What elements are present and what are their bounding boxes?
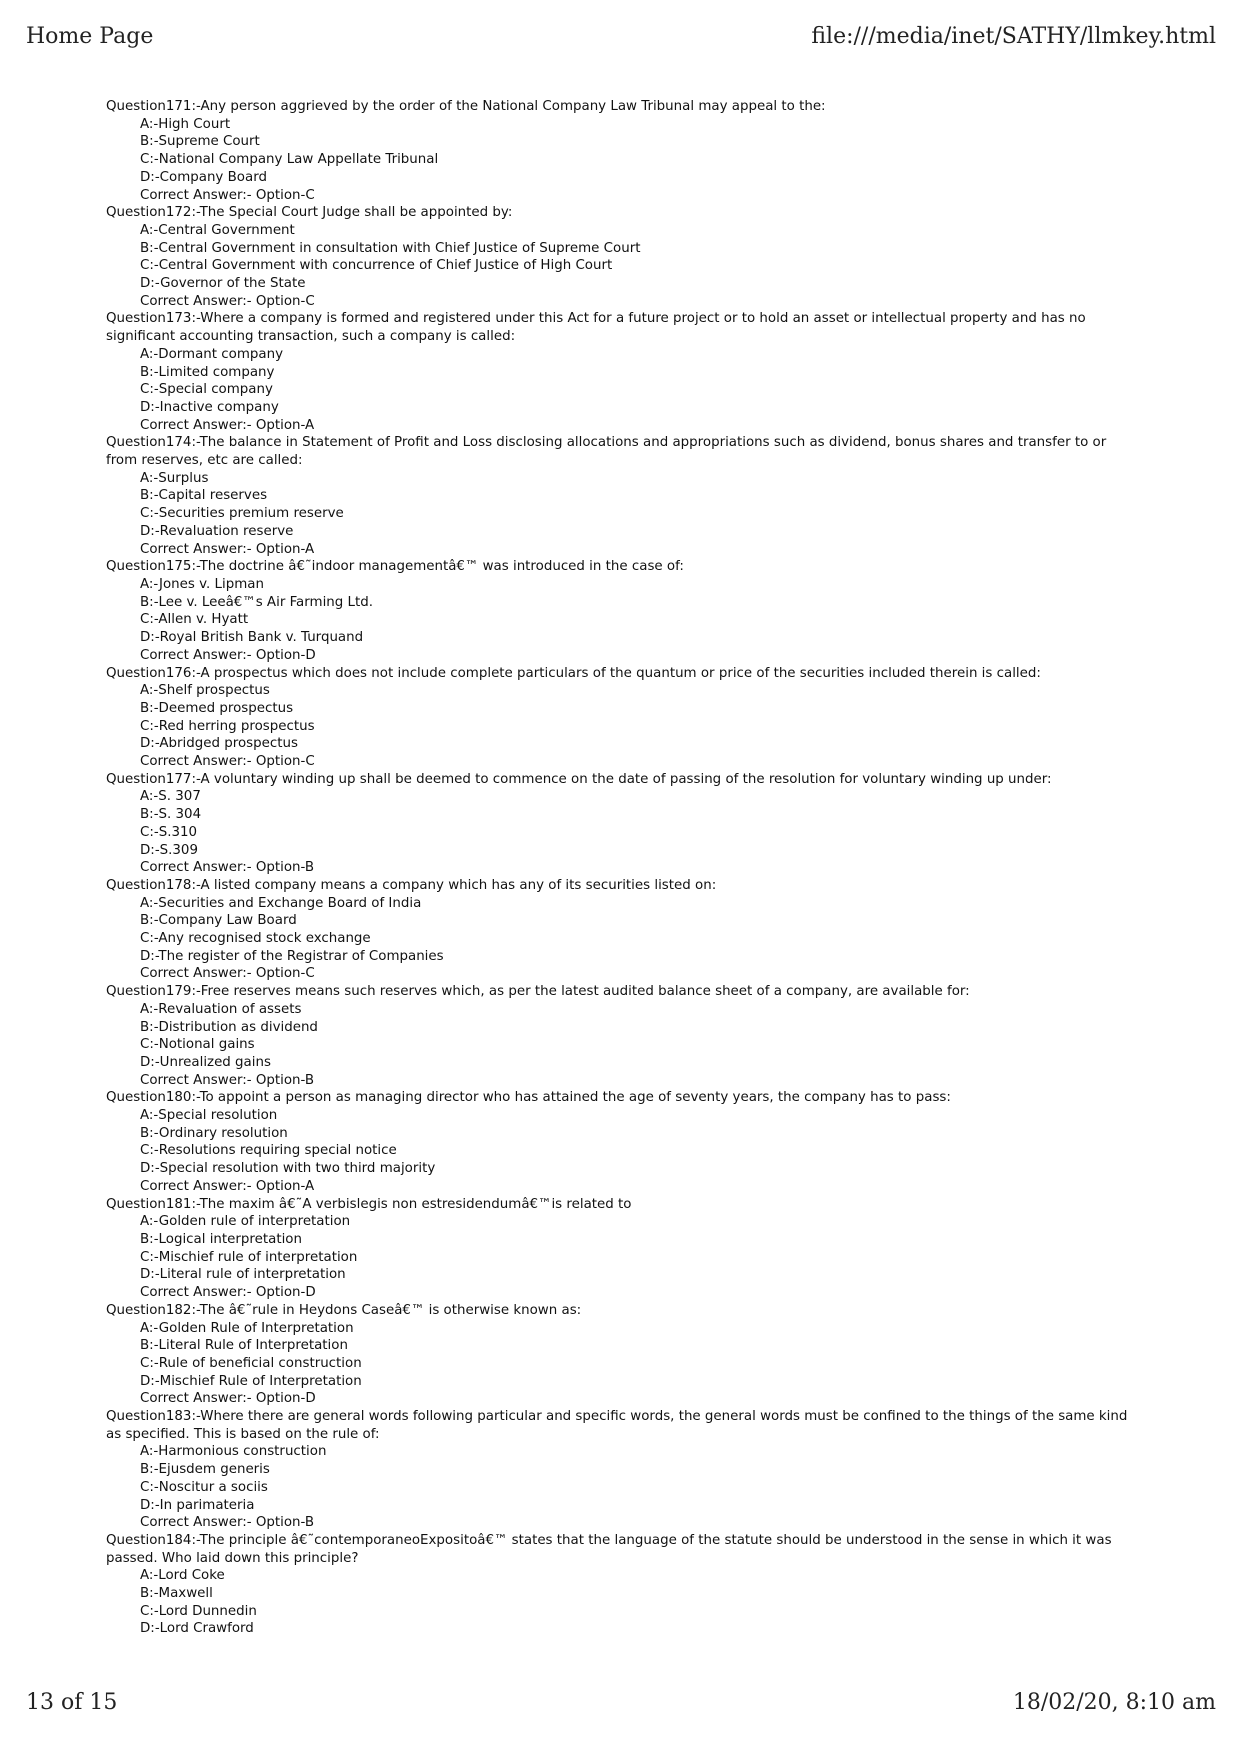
answer-option: B:-Ordinary resolution <box>140 1125 288 1141</box>
answer-option: D:-Inactive company <box>140 399 279 415</box>
answer-option: C:-Special company <box>140 382 273 398</box>
answer-option: A:-Surplus <box>140 470 209 486</box>
question-text: Question173:-Where a company is formed and registered under this Act for a future project or to hold an asset or intellectual property and has no significant accounting transaction, such a company is called: <box>106 311 1086 345</box>
page-url: file:///media/inet/SATHY/llmkey.html <box>811 24 1216 49</box>
question-block <box>106 771 1136 877</box>
answer-option: A:-Revaluation of assets <box>140 1001 302 1017</box>
answer-option: B:-Limited company <box>140 364 275 380</box>
answer-option: D:-Unrealized gains <box>140 1054 271 1070</box>
question-block <box>106 310 1136 434</box>
question-block <box>106 434 1136 558</box>
question-block <box>106 1302 1136 1408</box>
question-block <box>106 1089 1136 1195</box>
answer-option: D:-Revaluation reserve <box>140 523 294 539</box>
correct-answer: Correct Answer:- Option-C <box>140 966 315 982</box>
answer-option: C:-S.310 <box>140 824 198 840</box>
answer-option: A:-Special resolution <box>140 1108 278 1124</box>
question-text: Question179:-Free reserves means such reserves which, as per the latest audited balance sheet of a company, are available for: <box>106 984 970 1000</box>
answer-option: C:-Allen v. Hyatt <box>140 612 249 628</box>
question-block <box>106 558 1136 664</box>
page-title: Home Page <box>26 24 154 49</box>
answer-option: C:-Mischief rule of interpretation <box>140 1249 358 1265</box>
answer-option: B:-Deemed prospectus <box>140 700 294 716</box>
question-block <box>106 1532 1136 1638</box>
answer-option: C:-Red herring prospectus <box>140 718 315 734</box>
answer-option: D:-In parimateria <box>140 1497 255 1513</box>
answer-option: D:-Company Board <box>140 169 267 185</box>
answer-option: C:-Any recognised stock exchange <box>140 931 371 947</box>
answer-option: C:-Notional gains <box>140 1037 255 1053</box>
correct-answer: Correct Answer:- Option-A <box>140 541 315 557</box>
question-text: Question175:-The doctrine â€˜indoor managementâ€™ was introduced in the case of: <box>106 559 684 575</box>
question-text: Question174:-The balance in Statement of Profit and Loss disclosing allocations and appropriations such as dividend, bonus shares and transfer to or from reserves, etc are called: <box>106 435 1107 469</box>
question-text: Question177:-A voluntary winding up shall be deemed to commence on the date of passing of the resolution for voluntary winding up under: <box>106 771 1052 787</box>
question-text: Question184:-The principle â€˜contemporaneoExpositoâ€™ states that the language of the statute should be understood in the sense in which it was passed. Who laid down this principle? <box>106 1532 1112 1566</box>
correct-answer: Correct Answer:- Option-C <box>140 293 315 309</box>
question-text: Question183:-Where there are general words following particular and specific words, the general words must be confined to the things of the same kind as specified. This is based on the rule of: <box>106 1409 1128 1442</box>
question-block <box>106 98 1136 204</box>
answer-option: D:-Mischief Rule of Interpretation <box>140 1373 362 1389</box>
answer-option: C:-Securities premium reserve <box>140 506 344 522</box>
answer-option: A:-Jones v. Lipman <box>140 576 264 592</box>
correct-answer: Correct Answer:- Option-A <box>140 417 315 433</box>
answer-option: C:-Central Government with concurrence of Chief Justice of High Court <box>140 258 613 274</box>
question-list <box>106 98 1136 1638</box>
correct-answer: Correct Answer:- Option-B <box>140 1072 315 1088</box>
answer-option: A:-Securities and Exchange Board of India <box>140 895 422 911</box>
correct-answer: Correct Answer:- Option-D <box>140 1391 316 1407</box>
answer-option: B:-Capital reserves <box>140 488 268 504</box>
answer-option: A:-Shelf prospectus <box>140 683 270 699</box>
answer-option: D:-Governor of the State <box>140 276 306 292</box>
answer-option: D:-Lord Crawford <box>140 1621 254 1637</box>
answer-option: C:-Resolutions requiring special notice <box>140 1143 397 1159</box>
answer-option: B:-Maxwell <box>140 1586 213 1602</box>
question-text: Question182:-The â€˜rule in Heydons Caseâ€™ is otherwise known as: <box>106 1302 582 1318</box>
question-block <box>106 665 1136 771</box>
answer-option: A:-Golden Rule of Interpretation <box>140 1320 354 1336</box>
answer-option: B:-Ejusdem generis <box>140 1462 270 1478</box>
answer-option: B:-Central Government in consultation with Chief Justice of Supreme Court <box>140 240 641 256</box>
answer-option: D:-The register of the Registrar of Companies <box>140 948 444 964</box>
answer-option: A:-Harmonious construction <box>140 1444 327 1460</box>
answer-option: B:-S. 304 <box>140 807 202 823</box>
question-text: Question180:-To appoint a person as managing director who has attained the age of seventy years, the company has to pass: <box>106 1090 951 1106</box>
question-block <box>106 1196 1136 1302</box>
answer-option: C:-Rule of beneficial construction <box>140 1355 362 1371</box>
correct-answer: Correct Answer:- Option-D <box>140 1285 316 1301</box>
answer-option: D:-Literal rule of interpretation <box>140 1267 346 1283</box>
answer-option: C:-National Company Law Appellate Tribunal <box>140 152 439 168</box>
answer-option: C:-Noscitur a sociis <box>140 1479 268 1495</box>
correct-answer: Correct Answer:- Option-C <box>140 187 315 203</box>
question-text: Question171:-Any person aggrieved by the order of the National Company Law Tribunal may appeal to the: <box>106 99 826 114</box>
print-datetime: 18/02/20, 8:10 am <box>1012 1690 1216 1715</box>
answer-option: B:-Supreme Court <box>140 134 260 150</box>
answer-option: B:-Logical interpretation <box>140 1232 302 1247</box>
question-block <box>106 1408 1136 1532</box>
question-block <box>106 204 1136 310</box>
page-number: 13 of 15 <box>26 1690 118 1715</box>
answer-option: D:-Abridged prospectus <box>140 736 298 752</box>
answer-option: B:-Company Law Board <box>140 913 297 929</box>
question-text: Question172:-The Special Court Judge shall be appointed by: <box>106 205 513 221</box>
answer-option: A:-Golden rule of interpretation <box>140 1214 351 1230</box>
answer-option: A:-High Court <box>140 116 231 132</box>
question-text: Question181:-The maxim â€˜A verbislegis non estresidendumâ€™is related to <box>106 1196 632 1212</box>
answer-option: A:-S. 307 <box>140 789 201 805</box>
answer-option: D:-S.309 <box>140 842 198 858</box>
correct-answer: Correct Answer:- Option-C <box>140 754 315 770</box>
question-text: Question176:-A prospectus which does not include complete particulars of the quantum or price of the securities included therein is called: <box>106 665 1041 681</box>
answer-option: B:-Literal Rule of Interpretation <box>140 1338 348 1354</box>
correct-answer: Correct Answer:- Option-A <box>140 1178 315 1194</box>
question-block <box>106 877 1136 983</box>
answer-option: A:-Lord Coke <box>140 1568 225 1584</box>
answer-option: D:-Royal British Bank v. Turquand <box>140 630 364 646</box>
correct-answer: Correct Answer:- Option-D <box>140 647 316 663</box>
answer-option: C:-Lord Dunnedin <box>140 1603 257 1619</box>
answer-option: B:-Lee v. Leeâ€™s Air Farming Ltd. <box>140 594 374 610</box>
correct-answer: Correct Answer:- Option-B <box>140 1515 315 1531</box>
answer-option: A:-Central Government <box>140 222 295 238</box>
answer-option: A:-Dormant company <box>140 346 284 362</box>
question-text: Question178:-A listed company means a company which has any of its securities listed on: <box>106 877 717 893</box>
question-block <box>106 983 1136 1089</box>
answer-option: B:-Distribution as dividend <box>140 1019 318 1035</box>
answer-option: D:-Special resolution with two third majority <box>140 1161 436 1177</box>
correct-answer: Correct Answer:- Option-B <box>140 860 315 876</box>
